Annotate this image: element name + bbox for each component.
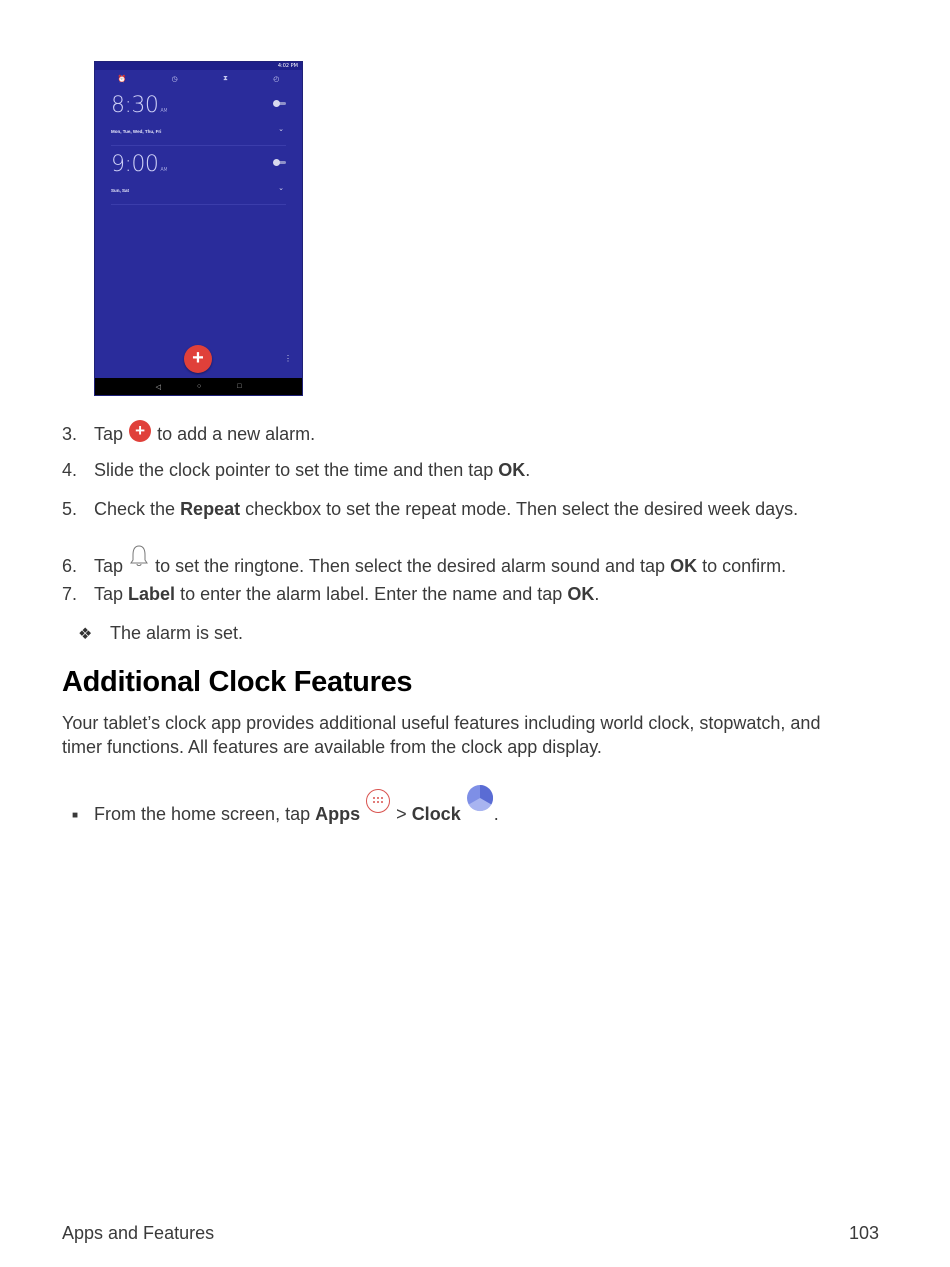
- page-number: 103: [848, 1223, 879, 1243]
- step-5: 5. Check the Repeat checkbox to set the repeat mode. Then select the desired week days.: [62, 499, 799, 519]
- alarm-toggle: [274, 161, 286, 164]
- home-icon: ○: [196, 383, 202, 390]
- diamond-bullet-icon: ❖: [78, 626, 93, 643]
- alarm-toggle: [274, 102, 286, 105]
- section-title: Additional Clock Features: [62, 666, 413, 698]
- alarm-time: 8:30 AM: [111, 93, 168, 118]
- result-line: ❖ The alarm is set.: [78, 622, 243, 646]
- clock-icon: ◷: [171, 75, 178, 83]
- clock-app-screenshot: [94, 61, 303, 396]
- clock-app-icon: [466, 784, 494, 812]
- recents-icon: □: [237, 383, 242, 390]
- alarm-row: [111, 146, 286, 205]
- footer-section: Apps and Features: [62, 1223, 215, 1243]
- step-6: 6. Tap to set the ringtone. Then select the desired alarm sound and tap OK to confirm.: [62, 544, 786, 577]
- alarm-icon: ⏰: [117, 75, 127, 83]
- alarm-row: [111, 87, 286, 146]
- step-3: 3. Tap + to add a new alarm.: [62, 421, 316, 444]
- back-icon: ◁: [155, 383, 161, 391]
- alarm-time: 9:00 AM: [111, 152, 168, 177]
- status-bar: 4:02 PM: [95, 62, 302, 70]
- alarm-days: Sun, Sat: [111, 188, 130, 193]
- bullet-item: ■ From the home screen, tap Apps > Clock .: [72, 784, 499, 828]
- add-icon: +: [129, 420, 151, 442]
- timer-icon: ⧗: [223, 74, 228, 82]
- stopwatch-icon: ◴: [273, 75, 280, 83]
- square-bullet-icon: ■: [72, 810, 79, 821]
- chevron-down-icon: ⌄: [278, 126, 284, 133]
- add-alarm-fab-icon: +: [184, 345, 212, 373]
- step-7: 7. Tap Label to enter the alarm label. Enter the name and tap OK.: [62, 584, 600, 604]
- chevron-down-icon: ⌄: [278, 185, 284, 192]
- overflow-menu-icon: ⋮: [284, 354, 292, 363]
- apps-icon: [365, 788, 391, 814]
- section-paragraph: Your tablet’s clock app provides additional useful features including world clock, stopwatch, and timer functions. All features are available from the clock app display.: [62, 713, 821, 757]
- step-4: 4. Slide the clock pointer to set the time and then tap OK.: [62, 460, 531, 480]
- nav-bar: [95, 378, 302, 395]
- clock-tabs: [95, 70, 302, 87]
- alarm-days: Mon, Tue, Wed, Thu, Fri: [111, 129, 162, 134]
- bell-icon: [128, 544, 150, 568]
